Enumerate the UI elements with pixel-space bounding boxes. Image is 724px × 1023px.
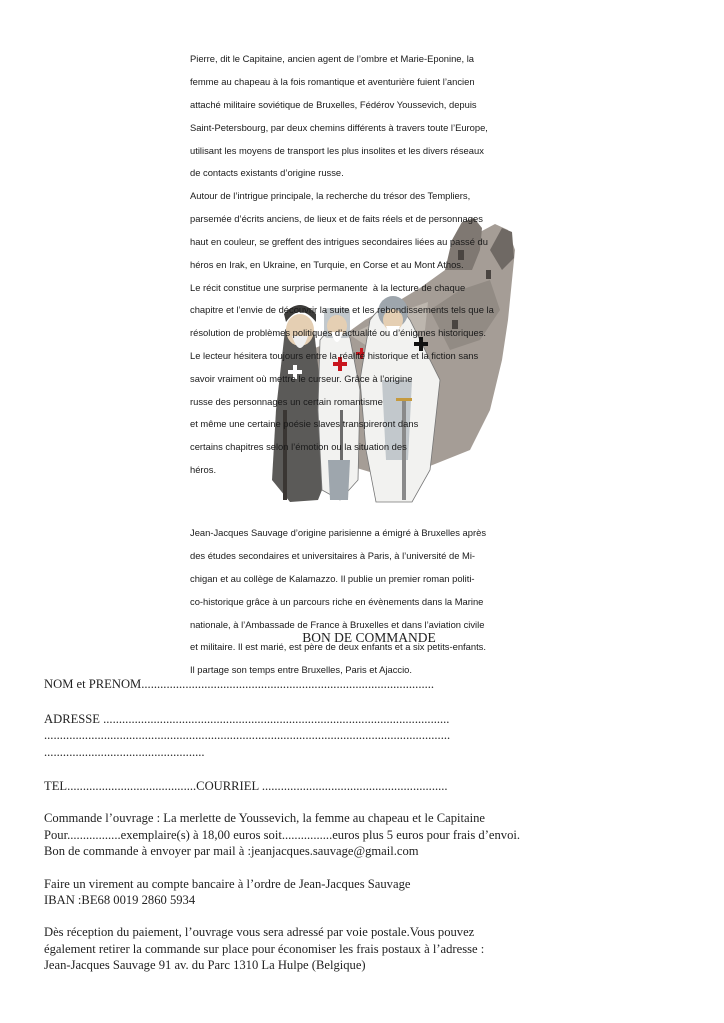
synopsis-line: femme au chapeau à la fois romantique et aventurière fuient l’ancien xyxy=(190,76,475,88)
synopsis-line: Saint-Petersbourg, par deux chemins différents à travers toute l’Europe, xyxy=(190,121,488,133)
synopsis-line: et même une certaine poésie slaves transpireront dans xyxy=(190,418,419,430)
address-field-continued[interactable]: ................................................... xyxy=(44,744,205,759)
pickup-address: Jean-Jacques Sauvage 91 av. du Parc 1310 La Hulpe (Belgique) xyxy=(44,958,366,973)
synopsis-line: russe des personnages un certain romantisme xyxy=(190,395,383,407)
bio-line: co-historique grâce à un parcours riche en évènements dans la Marine xyxy=(190,595,484,607)
synopsis-line: chapitre et l’envie de découvrir la suite et les rebondissements tels que la xyxy=(190,304,494,316)
delivery-info: Dès réception du paiement, l’ouvrage vous sera adressé par voie postale.Vous pouvez xyxy=(44,925,475,940)
synopsis-line: héros. xyxy=(190,464,217,476)
synopsis-line: Pierre, dit le Capitaine, ancien agent de l’ombre et Marie-Eponine, la xyxy=(190,53,475,65)
synopsis-line: parsemée d’écrits anciens, de lieux et de faits réels et de personnages xyxy=(190,213,483,225)
synopsis-line: héros en Irak, en Ukraine, en Turquie, en Corse et au Mont Athos. xyxy=(190,258,464,270)
product-line: Commande l’ouvrage : La merlette de Youssevich, la femme au chapeau et le Capitaine xyxy=(44,811,485,826)
address-field-continued[interactable]: ................................................................................................................................. xyxy=(44,728,451,743)
order-form-title: BON DE COMMANDE xyxy=(302,630,436,645)
synopsis-line: Le lecteur hésitera toujours entre la réalité historique et la fiction sans xyxy=(190,349,479,361)
bio-line: Il partage son temps entre Bruxelles, Paris et Ajaccio. xyxy=(190,664,412,676)
synopsis-line: attaché militaire soviétique de Bruxelles, Fédérov Youssevich, depuis xyxy=(190,99,477,111)
order-form xyxy=(44,630,684,974)
synopsis-line: de contacts existants d’origine russe. xyxy=(190,167,344,179)
synopsis-line: haut en couleur, se greffent des intrigues secondaires liées au passé du xyxy=(190,235,488,247)
bio-line: nationale, à l’Ambassade de France à Bruxelles et dans l’aviation civile xyxy=(190,618,485,630)
synopsis-line: utilisant les moyens de transport les plus insolites et les divers réseaux xyxy=(190,144,484,156)
synopsis-line: Autour de l’intrigue principale, la recherche du trésor des Templiers, xyxy=(190,190,471,202)
bio-line: Jean-Jacques Sauvage d’origine parisienne a émigré à Bruxelles après xyxy=(190,527,487,539)
synopsis-line: Le récit constitue une surprise permanente à la lecture de chaque xyxy=(190,281,466,293)
bio-line: chigan et au collège de Kalamazzo. Il publie un premier roman politi- xyxy=(190,573,475,585)
address-field[interactable]: ADRESSE .............................................................................................................. xyxy=(44,711,450,726)
delivery-info: également retirer la commande sur place pour économiser les frais postaux à l’adresse : xyxy=(44,941,485,956)
synopsis-line: savoir vraiment où mettre le curseur. Grâce à l’origine xyxy=(190,372,413,384)
book-synopsis xyxy=(190,42,540,487)
name-field[interactable]: NOM et PRENOM............................................................................................. xyxy=(44,677,435,692)
iban: IBAN :BE68 0019 2860 5934 xyxy=(44,893,196,908)
bio-line: des études secondaires et universitaires à Paris, à l’université de Mi- xyxy=(190,550,476,562)
synopsis-line: certains chapitres selon l’émotion ou la situation des xyxy=(190,441,407,453)
tel-email-field[interactable]: TEL.........................................COURRIEL ........................................................... xyxy=(44,779,448,794)
email-instruction: Bon de commande à envoyer par mail à :jeanjacques.sauvage@gmail.com xyxy=(44,844,419,859)
bank-transfer-instruction: Faire un virement au compte bancaire à l’ordre de Jean-Jacques Sauvage xyxy=(44,876,411,891)
synopsis-line: résolution de problèmes politiques d’actualité ou d’énigmes historiques. xyxy=(190,327,487,339)
bio-line: et militaire. Il est marié, est père de deux enfants et a six petits-enfants. xyxy=(190,641,486,653)
quantity-line[interactable]: Pour.................exemplaire(s) à 18,00 euros soit................euros plus 5 euros pour frais d’envoi. xyxy=(44,827,521,842)
